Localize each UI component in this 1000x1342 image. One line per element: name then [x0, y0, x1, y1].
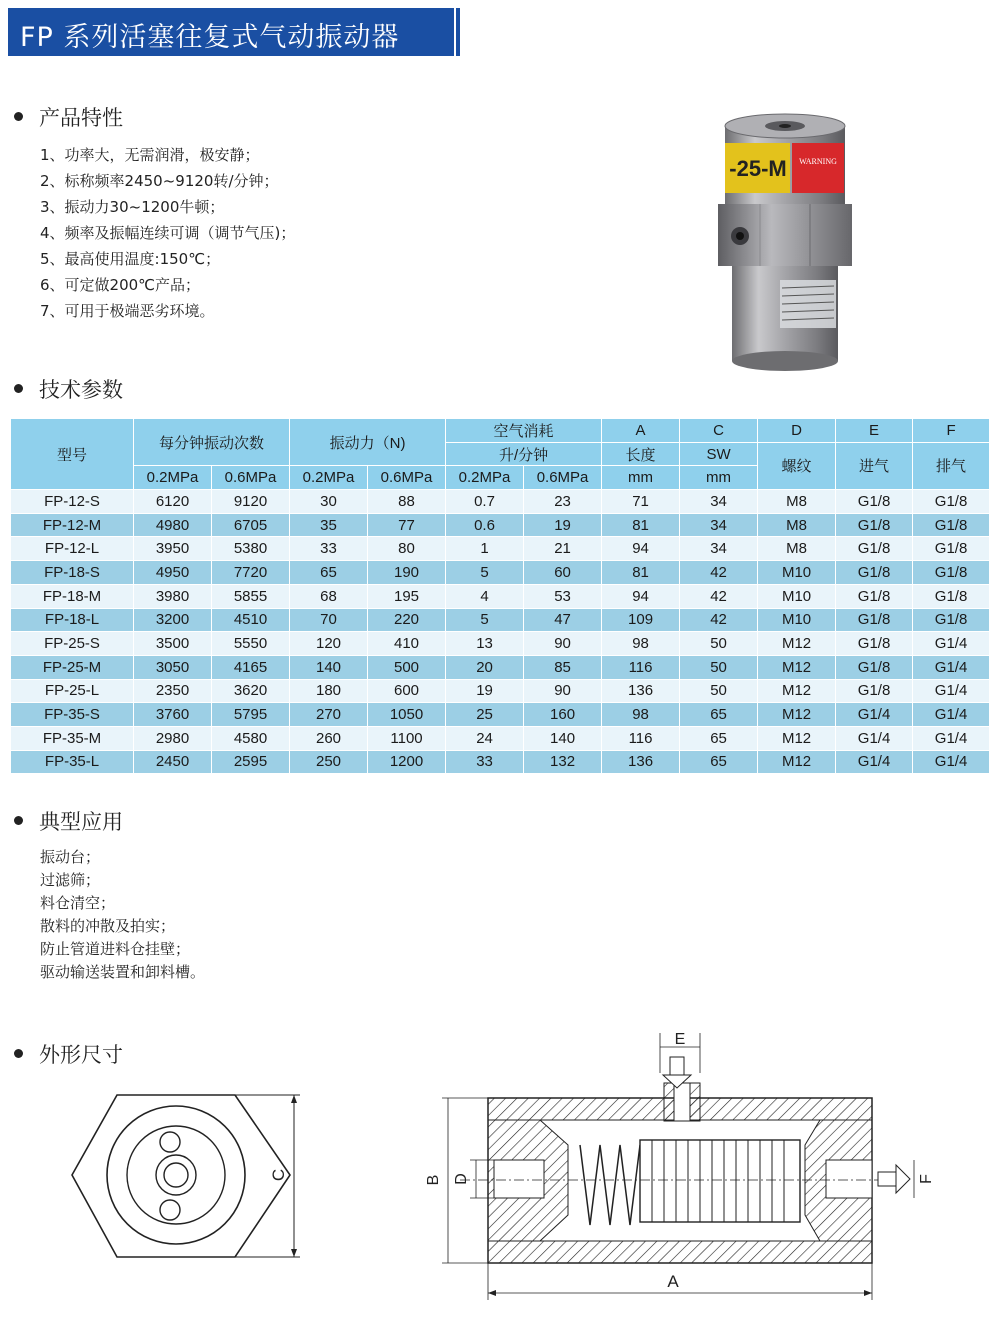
- table-cell: G1/8: [836, 632, 913, 656]
- table-cell: G1/8: [836, 490, 913, 514]
- table-cell: M10: [758, 584, 836, 608]
- model-cell: FP-35-L: [11, 750, 134, 774]
- table-cell: 7720: [212, 561, 290, 585]
- table-cell: 71: [602, 490, 680, 514]
- section-features-heading: 产品特性: [14, 102, 123, 132]
- table-cell: G1/8: [913, 584, 990, 608]
- table-cell: 65: [290, 561, 368, 585]
- table-cell: 6705: [212, 513, 290, 537]
- header-a: A: [602, 419, 680, 443]
- model-cell: FP-18-S: [11, 561, 134, 585]
- table-cell: 136: [602, 750, 680, 774]
- table-cell: 80: [368, 537, 446, 561]
- table-cell: 5795: [212, 703, 290, 727]
- model-cell: FP-18-L: [11, 608, 134, 632]
- table-cell: 34: [680, 537, 758, 561]
- table-cell: 25: [446, 703, 524, 727]
- table-cell: M8: [758, 537, 836, 561]
- table-cell: 2450: [134, 750, 212, 774]
- table-row: [11, 490, 990, 514]
- table-cell: G1/4: [913, 632, 990, 656]
- table-cell: 33: [290, 537, 368, 561]
- page-title: FP 系列活塞往复式气动振动器: [20, 22, 400, 53]
- feature-item: 2、标称频率2450~9120转/分钟；: [40, 172, 279, 190]
- section-specs-heading: 技术参数: [14, 374, 123, 404]
- table-row: [11, 584, 990, 608]
- table-cell: 2980: [134, 726, 212, 750]
- table-cell: 33: [446, 750, 524, 774]
- dimension-label-c: C: [269, 1168, 288, 1182]
- feature-list: [40, 142, 295, 324]
- model-cell: FP-18-M: [11, 584, 134, 608]
- application-list: [40, 846, 205, 984]
- dimension-label-f: F: [918, 1174, 935, 1184]
- table-row: [11, 608, 990, 632]
- table-cell: 30: [290, 490, 368, 514]
- table-cell: 1200: [368, 750, 446, 774]
- table-cell: 94: [602, 584, 680, 608]
- table-cell: 85: [524, 655, 602, 679]
- table-cell: 500: [368, 655, 446, 679]
- table-cell: 23: [524, 490, 602, 514]
- table-cell: M8: [758, 490, 836, 514]
- header-pressure: 0.2MPa: [290, 466, 368, 490]
- bullet-icon: [14, 112, 23, 121]
- table-cell: 21: [524, 537, 602, 561]
- feature-item: 5、最高使用温度:150℃；: [40, 250, 221, 268]
- dimension-label-b: B: [425, 1174, 442, 1186]
- table-cell: 1: [446, 537, 524, 561]
- table-cell: 116: [602, 655, 680, 679]
- table-cell: 50: [680, 632, 758, 656]
- header-a-unit: mm: [602, 466, 680, 490]
- table-cell: 140: [524, 726, 602, 750]
- table-cell: M8: [758, 513, 836, 537]
- table-cell: 81: [602, 561, 680, 585]
- table-cell: 5: [446, 608, 524, 632]
- header-d: D: [758, 419, 836, 443]
- table-cell: 98: [602, 703, 680, 727]
- title-banner: [8, 8, 454, 56]
- table-cell: 4980: [134, 513, 212, 537]
- table-cell: 1100: [368, 726, 446, 750]
- table-cell: 3760: [134, 703, 212, 727]
- table-cell: G1/4: [836, 750, 913, 774]
- model-cell: FP-12-M: [11, 513, 134, 537]
- table-row: [11, 513, 990, 537]
- table-cell: G1/8: [836, 655, 913, 679]
- table-cell: 77: [368, 513, 446, 537]
- header-f-sub: 排气: [913, 442, 990, 489]
- table-cell: 195: [368, 584, 446, 608]
- product-model-label: -25-M: [729, 156, 787, 181]
- header-d-sub: 螺纹: [758, 442, 836, 489]
- title-accent-bar: [456, 8, 460, 56]
- table-cell: 132: [524, 750, 602, 774]
- header-pressure: 0.6MPa: [212, 466, 290, 490]
- table-row: [11, 726, 990, 750]
- table-cell: 90: [524, 632, 602, 656]
- table-cell: M12: [758, 632, 836, 656]
- header-pressure: 0.2MPa: [446, 466, 524, 490]
- table-cell: 53: [524, 584, 602, 608]
- table-cell: 3050: [134, 655, 212, 679]
- table-cell: 600: [368, 679, 446, 703]
- table-cell: 3200: [134, 608, 212, 632]
- table-cell: 9120: [212, 490, 290, 514]
- table-cell: 4510: [212, 608, 290, 632]
- bullet-icon: [14, 816, 23, 825]
- table-cell: 35: [290, 513, 368, 537]
- application-item: 防止管道进料仓挂壁；: [40, 940, 191, 958]
- table-cell: G1/8: [913, 608, 990, 632]
- table-cell: 98: [602, 632, 680, 656]
- table-cell: G1/4: [913, 750, 990, 774]
- header-e: E: [836, 419, 913, 443]
- table-cell: 136: [602, 679, 680, 703]
- table-cell: 120: [290, 632, 368, 656]
- table-cell: 20: [446, 655, 524, 679]
- table-cell: G1/4: [836, 726, 913, 750]
- table-cell: G1/4: [913, 726, 990, 750]
- table-cell: 81: [602, 513, 680, 537]
- table-cell: 88: [368, 490, 446, 514]
- header-model: 型号: [11, 419, 134, 490]
- feature-item: 4、频率及振幅连续可调（调节气压)；: [40, 224, 296, 242]
- table-row: [11, 679, 990, 703]
- table-cell: 160: [524, 703, 602, 727]
- table-cell: 3980: [134, 584, 212, 608]
- table-cell: 60: [524, 561, 602, 585]
- header-c: C: [680, 419, 758, 443]
- product-photo: [700, 108, 870, 378]
- model-cell: FP-35-M: [11, 726, 134, 750]
- table-cell: 5550: [212, 632, 290, 656]
- table-cell: G1/8: [836, 537, 913, 561]
- header-f: F: [913, 419, 990, 443]
- feature-item: 3、振动力30~1200牛顿；: [40, 198, 225, 216]
- table-cell: G1/8: [836, 513, 913, 537]
- table-cell: 42: [680, 608, 758, 632]
- table-cell: 19: [446, 679, 524, 703]
- table-cell: 70: [290, 608, 368, 632]
- model-cell: FP-25-S: [11, 632, 134, 656]
- table-cell: M12: [758, 703, 836, 727]
- table-cell: 68: [290, 584, 368, 608]
- table-cell: G1/4: [913, 655, 990, 679]
- table-cell: 6120: [134, 490, 212, 514]
- table-cell: 220: [368, 608, 446, 632]
- header-c-unit: mm: [680, 466, 758, 490]
- dimension-label-d: D: [453, 1173, 470, 1185]
- table-cell: 42: [680, 584, 758, 608]
- front-view-drawing: [60, 1085, 310, 1270]
- feature-item: 6、可定做200℃产品；: [40, 276, 201, 294]
- table-cell: G1/8: [836, 679, 913, 703]
- model-cell: FP-35-S: [11, 703, 134, 727]
- table-cell: G1/4: [913, 679, 990, 703]
- table-cell: 5: [446, 561, 524, 585]
- table-cell: 50: [680, 655, 758, 679]
- table-cell: 5380: [212, 537, 290, 561]
- table-cell: 0.7: [446, 490, 524, 514]
- model-cell: FP-12-L: [11, 537, 134, 561]
- table-cell: M12: [758, 655, 836, 679]
- table-cell: G1/8: [836, 561, 913, 585]
- table-row: [11, 703, 990, 727]
- bullet-icon: [14, 384, 23, 393]
- table-row: [11, 655, 990, 679]
- header-e-sub: 进气: [836, 442, 913, 489]
- feature-item: 7、可用于极端恶劣环境。: [40, 302, 215, 320]
- table-cell: 250: [290, 750, 368, 774]
- table-cell: 65: [680, 726, 758, 750]
- table-cell: G1/8: [913, 561, 990, 585]
- header-force: 振动力（N): [290, 419, 446, 466]
- table-cell: M12: [758, 726, 836, 750]
- table-cell: 0.6: [446, 513, 524, 537]
- model-cell: FP-25-M: [11, 655, 134, 679]
- model-cell: FP-12-S: [11, 490, 134, 514]
- table-cell: 116: [602, 726, 680, 750]
- bullet-icon: [14, 1049, 23, 1058]
- header-frequency: 每分钟振动次数: [134, 419, 290, 466]
- header-air: 空气消耗: [446, 419, 602, 443]
- table-cell: G1/8: [836, 584, 913, 608]
- table-cell: 13: [446, 632, 524, 656]
- table-cell: 4: [446, 584, 524, 608]
- table-cell: 2595: [212, 750, 290, 774]
- table-row: [11, 632, 990, 656]
- table-row: [11, 750, 990, 774]
- header-a-sub: 长度: [602, 442, 680, 466]
- dimension-label-e: E: [674, 1031, 686, 1048]
- header-pressure: 0.2MPa: [134, 466, 212, 490]
- table-cell: G1/8: [913, 513, 990, 537]
- table-cell: 5855: [212, 584, 290, 608]
- header-c-sub: SW: [680, 442, 758, 466]
- table-cell: 190: [368, 561, 446, 585]
- table-cell: 2350: [134, 679, 212, 703]
- model-cell: FP-25-L: [11, 679, 134, 703]
- header-pressure: 0.6MPa: [368, 466, 446, 490]
- table-cell: 50: [680, 679, 758, 703]
- table-cell: G1/8: [913, 490, 990, 514]
- section-view-drawing: [420, 1025, 950, 1310]
- table-cell: 140: [290, 655, 368, 679]
- product-warning-label: WARNING: [799, 157, 837, 166]
- spec-table: [10, 418, 990, 774]
- table-cell: M10: [758, 561, 836, 585]
- application-item: 散料的冲散及拍实；: [40, 917, 176, 935]
- table-cell: 4950: [134, 561, 212, 585]
- table-cell: 260: [290, 726, 368, 750]
- section-applications-heading: 典型应用: [14, 806, 123, 836]
- table-cell: 4165: [212, 655, 290, 679]
- table-cell: M10: [758, 608, 836, 632]
- table-cell: G1/4: [913, 703, 990, 727]
- table-cell: 410: [368, 632, 446, 656]
- table-row: [11, 537, 990, 561]
- section-dimensions-heading: 外形尺寸: [14, 1039, 123, 1069]
- table-cell: 3500: [134, 632, 212, 656]
- feature-item: 1、功率大，无需润滑，极安静；: [40, 146, 260, 164]
- table-cell: M12: [758, 679, 836, 703]
- table-row: [11, 561, 990, 585]
- table-cell: G1/4: [836, 703, 913, 727]
- table-cell: 47: [524, 608, 602, 632]
- application-item: 过滤筛；: [40, 871, 101, 889]
- table-cell: 65: [680, 750, 758, 774]
- table-cell: 3950: [134, 537, 212, 561]
- dimension-label-a: A: [667, 1272, 679, 1291]
- application-item: 料仓清空；: [40, 894, 116, 912]
- application-item: 驱动输送装置和卸料槽。: [40, 963, 206, 981]
- table-cell: M12: [758, 750, 836, 774]
- application-item: 振动台；: [40, 848, 101, 866]
- table-cell: 42: [680, 561, 758, 585]
- table-cell: 90: [524, 679, 602, 703]
- table-cell: G1/8: [836, 608, 913, 632]
- table-cell: 19: [524, 513, 602, 537]
- table-cell: 34: [680, 490, 758, 514]
- table-cell: G1/8: [913, 537, 990, 561]
- table-cell: 65: [680, 703, 758, 727]
- table-cell: 3620: [212, 679, 290, 703]
- table-cell: 180: [290, 679, 368, 703]
- table-cell: 270: [290, 703, 368, 727]
- table-cell: 109: [602, 608, 680, 632]
- header-air-unit: 升/分钟: [446, 442, 602, 466]
- table-cell: 4580: [212, 726, 290, 750]
- header-pressure: 0.6MPa: [524, 466, 602, 490]
- table-cell: 24: [446, 726, 524, 750]
- table-cell: 1050: [368, 703, 446, 727]
- table-cell: 34: [680, 513, 758, 537]
- table-cell: 94: [602, 537, 680, 561]
